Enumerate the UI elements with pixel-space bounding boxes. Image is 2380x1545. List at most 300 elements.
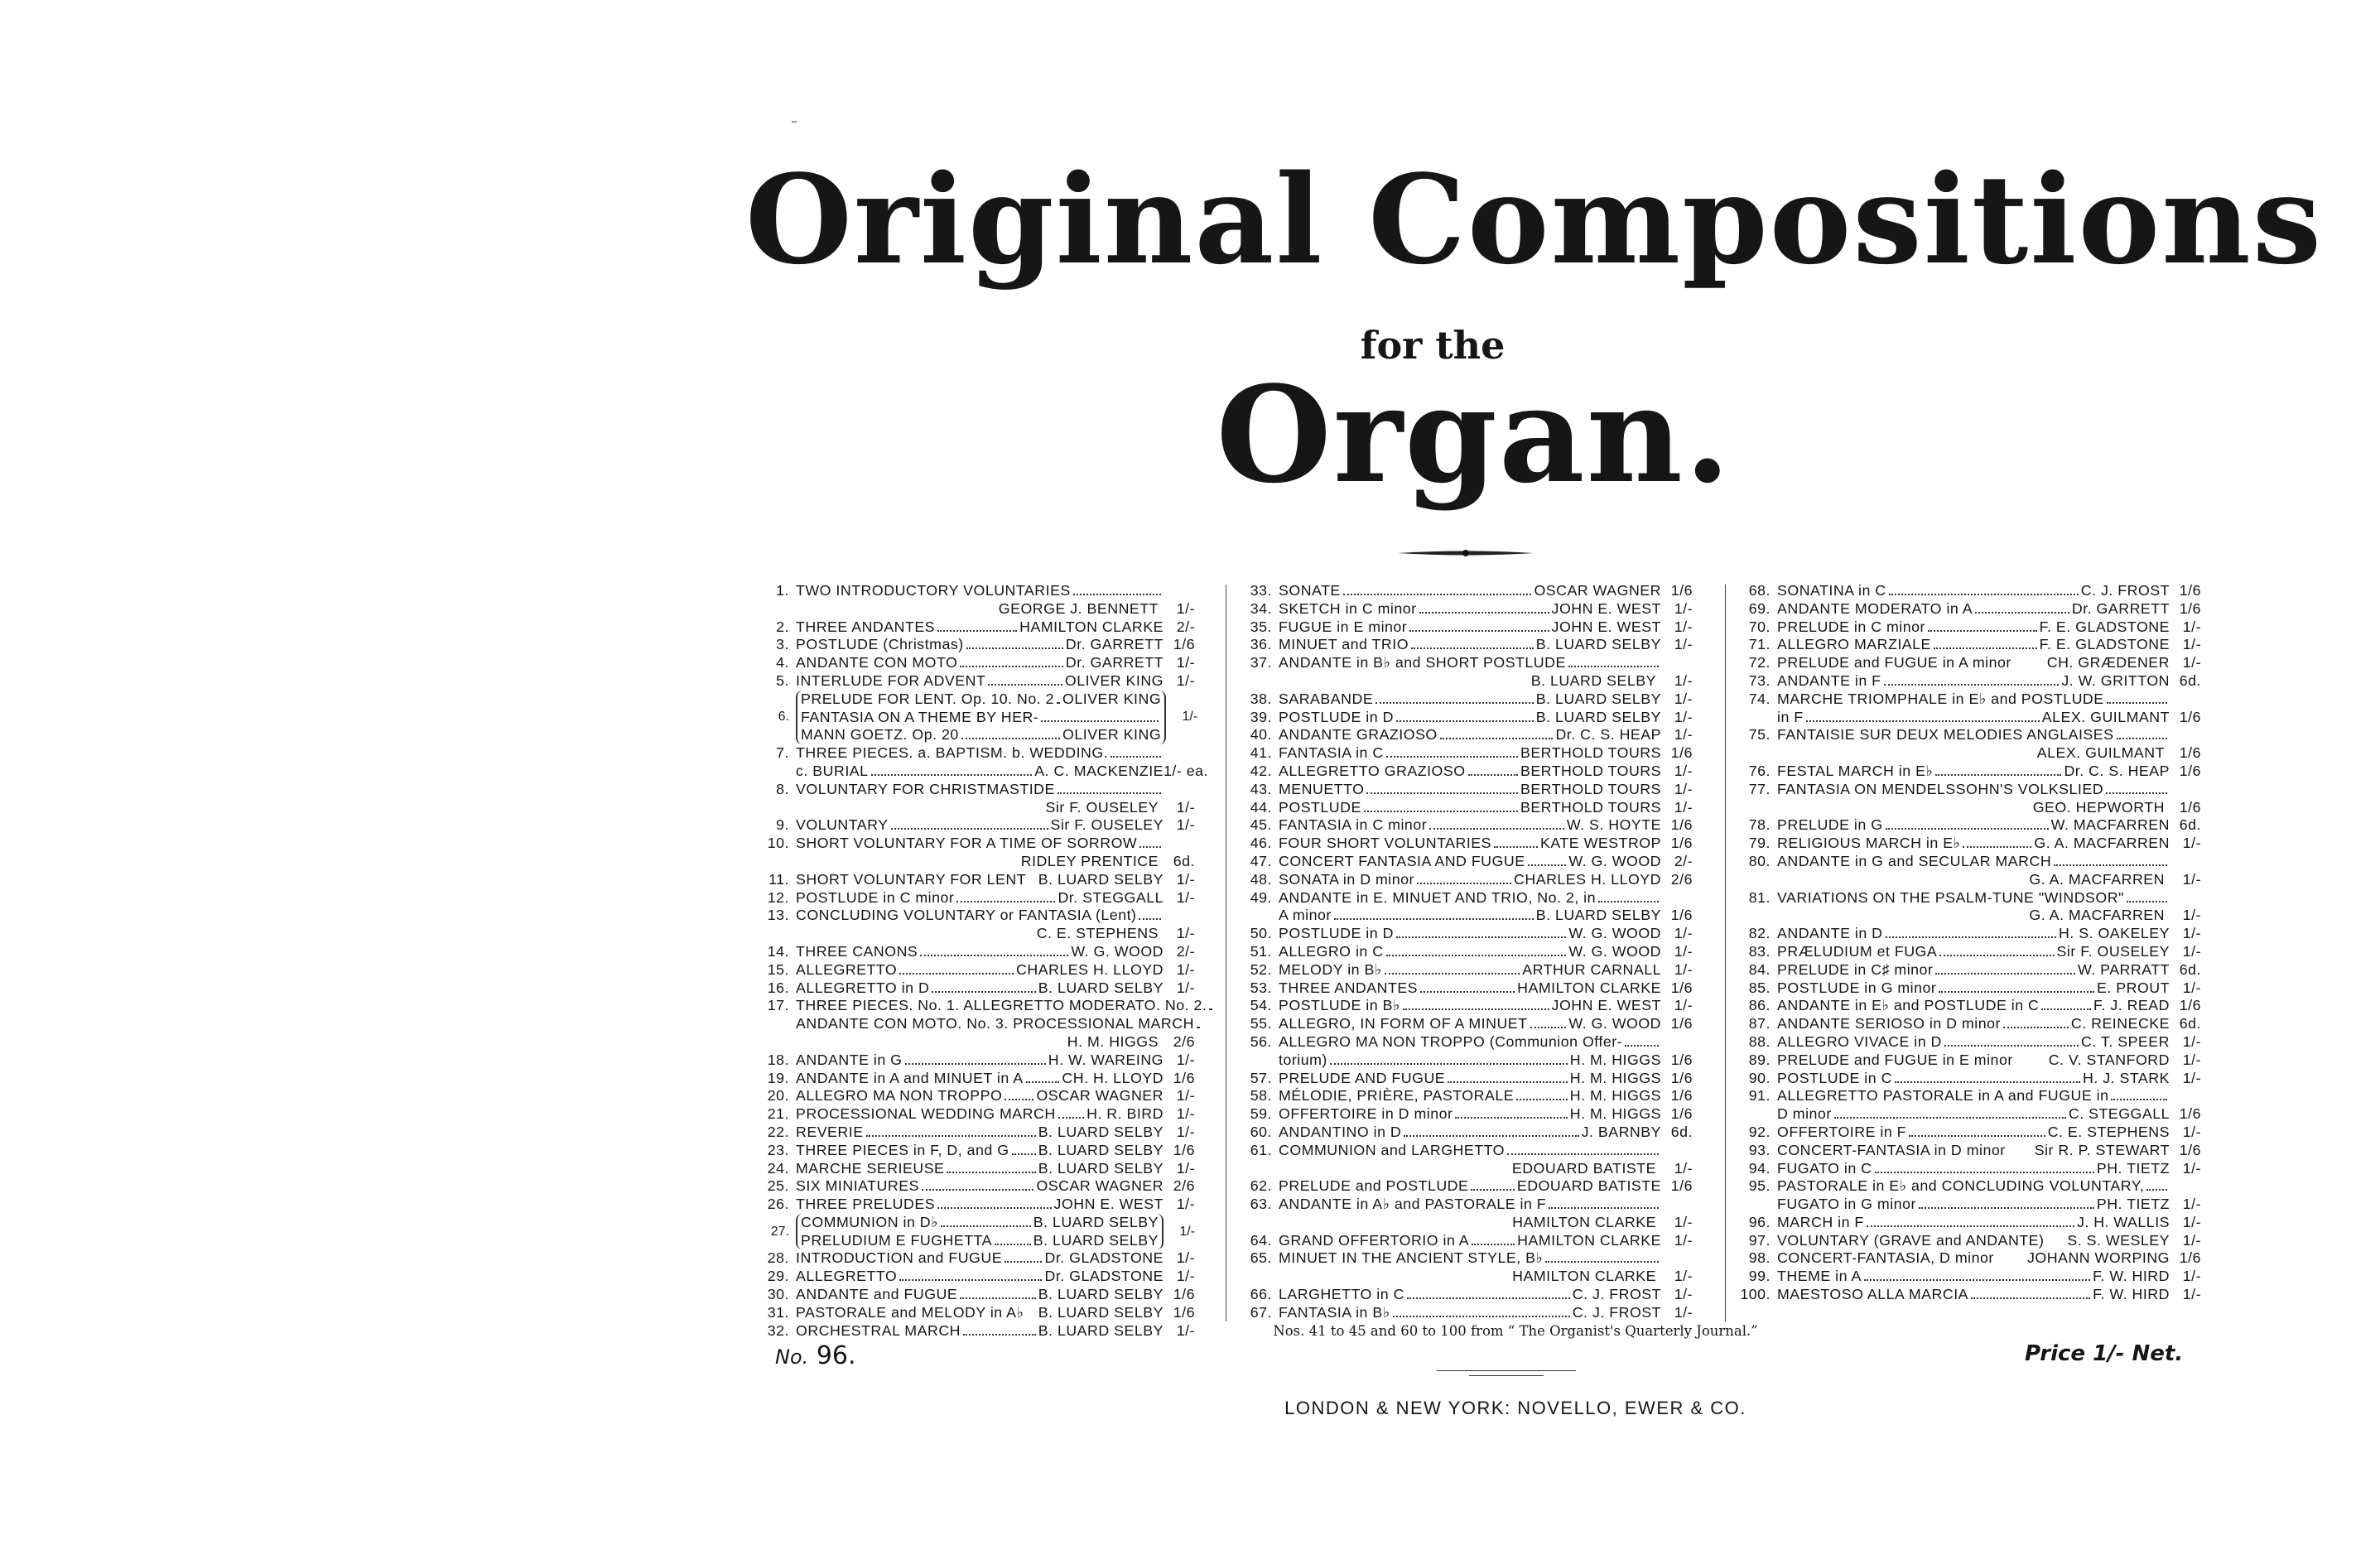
leader-dots: [1419, 612, 1549, 614]
subtitle-for-the: for the: [1360, 323, 1506, 368]
catalog-entry: [756, 997, 1207, 1015]
leader-dots: [963, 1334, 1036, 1336]
entry-price: 1/6: [1670, 816, 1693, 834]
entry-composer: JOHN E. WEST: [1053, 1196, 1164, 1213]
entry-price: 2/-: [1176, 618, 1195, 635]
entry-composer: Dr. GLADSTONE: [1044, 1268, 1164, 1285]
entry-price: 1/6: [1670, 835, 1693, 852]
entry-composer: B. LUARD SELBY: [1535, 907, 1661, 924]
catalog-entry: [1737, 1196, 2201, 1214]
leader-dots: [1886, 936, 2056, 938]
entry-title: CONCLUDING VOLUNTARY or FANTASIA (Lent): [796, 907, 1137, 924]
entry-price: 1/-: [1674, 708, 1693, 725]
catalog-entry: [756, 835, 1195, 853]
catalog-entry: [1239, 1249, 1693, 1268]
entry-price: 1/-: [1176, 1196, 1195, 1213]
entry-number: 38.: [1250, 690, 1272, 707]
leader-dots: [1528, 864, 1567, 866]
entry-composer: G. A. MACFARREN: [2034, 835, 2170, 852]
entry-title: MARCHE TRIOMPHALE in E♭ and POSTLUDE: [1777, 690, 2104, 707]
entry-title: INTERLUDE FOR ADVENT: [796, 671, 986, 689]
entry-composer: B. LUARD SELBY: [1535, 636, 1661, 653]
entry-price: 1/-: [1674, 960, 1693, 978]
leader-dots: [1935, 774, 2061, 776]
leader-dots: [1058, 792, 1161, 794]
leader-dots: [1455, 1117, 1567, 1119]
entry-composer: B. LUARD SELBY: [1033, 1213, 1159, 1230]
ornament-divider: [1398, 548, 1534, 558]
entry-title: ALLEGRO MA NON TROPPO (Communion Offer-: [1279, 1032, 1623, 1050]
catalog-entry: [1737, 1087, 2201, 1105]
catalog-entry: [1239, 636, 1693, 654]
entry-number: 19.: [767, 1069, 789, 1086]
entry-number: 39.: [1250, 708, 1272, 725]
entry-price: 1/-: [2182, 907, 2201, 924]
entry-number: 40.: [1250, 726, 1272, 744]
catalog-entry: [756, 943, 1195, 961]
entry-number: 79.: [1748, 835, 1771, 852]
entry-number: 83.: [1748, 942, 1771, 960]
catalog-entry: [1737, 1177, 2201, 1196]
entry-number: 67.: [1250, 1303, 1272, 1321]
entry-composer: B. LUARD SELBY: [1530, 671, 1656, 689]
entry-number: 9.: [776, 816, 789, 834]
entry-composer: W. G. WOOD: [1568, 925, 1661, 942]
catalog-entry: [1737, 1214, 2201, 1232]
catalog-entry: [756, 1268, 1195, 1286]
catalog-entry: [1239, 925, 1693, 943]
entry-title: INTRODUCTION and FUGUE: [796, 1249, 1003, 1267]
entry-number: 66.: [1250, 1286, 1272, 1303]
entry-price: 1/-: [1674, 726, 1693, 744]
entry-composer: H. R. BIRD: [1086, 1105, 1164, 1123]
catalog-entry: [1239, 1033, 1693, 1052]
leader-dots: [1507, 1153, 1659, 1155]
leader-dots: [922, 1189, 1034, 1191]
entry-title: THREE PIECES. a. BAPTISM. b. WEDDING.: [796, 744, 1109, 762]
entry-price: 1/6: [1670, 1177, 1693, 1195]
entry-number: 88.: [1748, 1032, 1771, 1050]
entry-price: 1/-: [2182, 979, 2201, 996]
entry-composer: Dr. C. S. HEAP: [1555, 726, 1661, 744]
entry-number: 5.: [776, 671, 789, 689]
entry-price: 1/-: [1674, 636, 1693, 653]
entry-price: 2/-: [1674, 852, 1693, 869]
entry-price: 1/-: [1176, 979, 1195, 996]
title-organ: Organ.: [1216, 357, 1732, 513]
entry-composer: BERTHOLD TOURS: [1520, 780, 1661, 797]
leader-dots: [995, 1244, 1031, 1245]
leader-dots: [1875, 1172, 2094, 1173]
entry-price: 1/-: [1176, 925, 1195, 942]
entry-price: 1/6: [1670, 1015, 1693, 1032]
leader-dots: [1549, 1207, 1659, 1209]
leader-dots: [1939, 991, 2094, 993]
entry-composer: F. E. GLADSTONE: [2039, 618, 2170, 635]
entry-price: 1/6: [1670, 1087, 1693, 1105]
catalog-entry: [756, 871, 1195, 889]
leader-dots: [1963, 846, 2031, 848]
leader-dots: [2106, 792, 2167, 794]
entry-price: 1/6: [2179, 997, 2201, 1014]
entry-composer: Dr. C. S. HEAP: [2064, 762, 2170, 779]
leader-dots: [2054, 864, 2167, 866]
entry-composer: G. A. MACFARREN: [2029, 907, 2165, 924]
entry-price: 1/6: [1173, 1303, 1195, 1321]
leader-dots: [1420, 991, 1515, 993]
entry-number: 68.: [1748, 582, 1771, 599]
entry-number: 95.: [1748, 1177, 1771, 1195]
entry-price: 1/6: [2179, 599, 2201, 617]
entry-title: PRELUDE and POSTLUDE: [1279, 1177, 1469, 1195]
entry-price: 1/-: [1674, 618, 1693, 635]
entry-price: 6d.: [2179, 1015, 2201, 1032]
entry-number: 36.: [1250, 636, 1272, 653]
entry-title: ORCHESTRAL MARCH: [796, 1321, 961, 1339]
entry-price: 1/6: [1670, 744, 1693, 762]
entry-price: 1/-: [1176, 1123, 1195, 1140]
catalog-number-prefix: No.: [775, 1345, 809, 1369]
catalog-entry: [1737, 1124, 2201, 1142]
leader-dots: [1889, 594, 2079, 595]
entry-title: CONCERT-FANTASIA in D minor: [1777, 1141, 2006, 1158]
entry-number: 63.: [1250, 1196, 1272, 1213]
stray-mark: [792, 121, 797, 123]
entry-composer: CH. H. LLOYD: [1062, 1069, 1164, 1086]
entry-composer: A. C. MACKENZIE: [1034, 762, 1164, 779]
leader-dots: [961, 738, 1060, 739]
entry-price: 1/6: [2179, 1105, 2201, 1123]
entry-number: 41.: [1250, 744, 1272, 762]
catalog-entry: [1239, 744, 1693, 763]
entry-title: in F: [1777, 708, 1804, 725]
catalog-entry: [1737, 691, 2201, 709]
entry-title: POSTLUDE in D: [1279, 925, 1394, 942]
entry-composer: H. M. HIGGS: [1569, 1105, 1661, 1123]
entry-number: 64.: [1250, 1231, 1272, 1249]
leader-dots: [1012, 1153, 1036, 1155]
entry-number: 23.: [767, 1141, 789, 1158]
entry-price: 1/-: [1176, 816, 1195, 834]
entry-composer: JOHN E. WEST: [1551, 997, 1661, 1014]
entry-title: COMMUNION and LARGHETTO: [1279, 1141, 1505, 1158]
entry-composer: B. LUARD SELBY: [1038, 870, 1164, 888]
entry-composer: W. G. WOOD: [1568, 942, 1661, 960]
leader-dots: [1895, 1081, 2080, 1083]
entry-title: ALLEGRETTO PASTORALE in A and FUGUE in: [1777, 1087, 2109, 1105]
entry-number: 50.: [1250, 925, 1272, 942]
leader-dots: [1429, 828, 1564, 830]
catalog-entry: [756, 1304, 1195, 1322]
entry-title: THREE PRELUDES: [796, 1196, 936, 1213]
leader-dots: [1944, 1045, 2079, 1047]
catalog-entry: [756, 1105, 1195, 1124]
catalog-entry: [1239, 997, 1693, 1015]
catalog-entry: [1737, 979, 2201, 998]
entry-price: 2/-: [1176, 942, 1195, 960]
entry-title: ALLEGRETTO GRAZIOSO: [1279, 762, 1466, 779]
entry-composer: KATE WESTROP: [1540, 835, 1661, 852]
entry-price: 1/6: [1670, 979, 1693, 996]
leader-dots: [941, 1225, 1031, 1227]
leader-dots: [1005, 1099, 1033, 1100]
leader-dots: [1806, 720, 2040, 722]
leader-dots: [2127, 901, 2167, 902]
entry-line: [801, 1232, 1159, 1250]
entry-price: 1/-: [1179, 1224, 1195, 1239]
entry-composer: B. LUARD SELBY: [1038, 1159, 1164, 1177]
rule-bottom: [1469, 1375, 1544, 1376]
catalog-entry: [1737, 600, 2201, 618]
entry-title: OFFERTOIRE in F: [1777, 1123, 1907, 1140]
entry-composer: C. J. FROST: [1572, 1286, 1661, 1303]
leader-dots: [2107, 702, 2167, 704]
leader-dots: [947, 1172, 1035, 1173]
leader-dots: [1139, 918, 1161, 920]
leader-dots: [1026, 1081, 1060, 1083]
entry-title: FANTASIA in B♭: [1279, 1303, 1390, 1321]
catalog-entry: [756, 1286, 1195, 1304]
entry-price: 1/-: [1176, 599, 1195, 617]
catalog-entry: [756, 781, 1195, 799]
entry-price: 1/6: [1670, 1069, 1693, 1086]
entry-composer: F. W. HIRD: [2093, 1286, 2170, 1303]
catalog-entry: [1239, 961, 1693, 979]
catalog-entry: [756, 1015, 1195, 1033]
entry-price: 1/-: [2182, 1051, 2201, 1068]
entry-number: 45.: [1250, 816, 1272, 834]
entry-number: 20.: [767, 1087, 789, 1105]
entry-number: 2.: [776, 618, 789, 635]
entry-composer: OLIVER KING: [1064, 671, 1164, 689]
entry-composer-line: [756, 600, 1195, 618]
entry-number: 60.: [1250, 1123, 1272, 1140]
entry-title: MENUETTO: [1279, 780, 1365, 797]
entry-composer: PH. TIETZ: [2096, 1159, 2170, 1177]
entry-number: 8.: [776, 780, 789, 797]
catalog-entry: [1737, 1105, 2201, 1124]
entry-price: 1/6: [1173, 1069, 1195, 1086]
leader-dots: [1935, 973, 2075, 975]
entry-title: SHORT VOLUNTARY FOR A TIME OF SORROW: [796, 835, 1138, 852]
catalog-entry: [1239, 582, 1693, 600]
entry-title: PRELUDE in G: [1777, 816, 1883, 834]
entry-title: ANDANTE in G: [796, 1051, 903, 1068]
catalog-entry: [1239, 907, 1693, 925]
leader-dots: [891, 828, 1048, 830]
leader-dots: [1396, 720, 1534, 722]
entry-title: MINUET and TRIO: [1279, 636, 1409, 653]
entry-title: THREE ANDANTES: [1279, 979, 1419, 996]
entry-number: 90.: [1748, 1069, 1771, 1086]
leader-dots: [960, 1297, 1035, 1299]
entry-title: POSTLUDE: [1279, 798, 1361, 816]
catalog-entry: [1737, 943, 2201, 961]
entry-number: 76.: [1748, 762, 1771, 779]
leader-dots: [988, 684, 1062, 686]
entry-number: 43.: [1250, 780, 1272, 797]
entry-price: 1/6: [2179, 798, 2201, 816]
entry-number: 69.: [1748, 599, 1771, 617]
entry-price: 6d.: [1173, 852, 1195, 869]
leader-dots: [1598, 901, 1659, 902]
entry-number: 57.: [1250, 1069, 1272, 1086]
entry-number: 49.: [1250, 888, 1272, 906]
entry-number: 85.: [1748, 979, 1771, 996]
entry-title: FANTAISIE SUR DEUX MELODIES ANGLAISES: [1777, 726, 2114, 744]
entry-line: [801, 1214, 1159, 1232]
entry-number: 54.: [1250, 997, 1272, 1014]
entry-number: 72.: [1748, 654, 1771, 671]
entry-price: 1/-: [1182, 710, 1198, 724]
entry-price: 1/-: [2182, 925, 2201, 942]
leader-dots: [1366, 792, 1518, 794]
entry-composer: H. M. HIGGS: [1569, 1069, 1661, 1086]
entry-composer: C. T. SPEER: [2081, 1032, 2170, 1050]
entry-title: FESTAL MARCH in E♭: [1777, 762, 1934, 779]
leader-dots: [1939, 955, 2054, 956]
entry-number: 35.: [1250, 618, 1272, 635]
catalog-entry: [756, 1249, 1195, 1268]
entry-title: A minor: [1279, 907, 1332, 924]
entry-title: ANDANTE in A♭ and PASTORALE in F: [1279, 1196, 1547, 1213]
entry-title: ALLEGRO in C: [1279, 942, 1384, 960]
entry-composer: Dr. GARRETT: [1065, 636, 1164, 653]
catalog-entry: [756, 1052, 1195, 1070]
entry-price: 1/-: [1674, 599, 1693, 617]
entry-composer: OSCAR WAGNER: [1534, 582, 1661, 599]
leader-dots: [1909, 1135, 2045, 1137]
catalog-entry: [1239, 1105, 1693, 1124]
catalog-entry: [1737, 835, 2201, 853]
leader-dots: [2041, 1008, 2091, 1010]
leader-dots: [937, 1207, 1051, 1209]
entry-title: GRAND OFFERTORIO in A: [1279, 1231, 1470, 1249]
entry-group-items: [796, 691, 1166, 744]
entry-title: SONATINA in C: [1777, 582, 1886, 599]
entry-number: 97.: [1748, 1231, 1771, 1249]
entry-number: 25.: [767, 1177, 789, 1195]
catalog-entry: [756, 762, 1208, 781]
entry-title: PRELUDE and FUGUE in E minor: [1777, 1051, 2013, 1068]
entry-composer: HAMILTON CLARKE: [1517, 979, 1661, 996]
entry-title: SONATE: [1279, 582, 1341, 599]
entry-price: 1/-: [2182, 1196, 2201, 1213]
leader-dots: [1057, 702, 1060, 704]
entry-number: 93.: [1748, 1141, 1771, 1158]
entry-price: 1/6: [1173, 636, 1195, 653]
leader-dots: [1330, 1063, 1568, 1065]
entry-title: ANDANTE GRAZIOSO: [1279, 726, 1438, 744]
leader-dots: [1934, 647, 2037, 649]
entry-title: REVERIE: [796, 1123, 864, 1140]
entry-composer: B. LUARD SELBY: [1033, 1231, 1159, 1249]
entry-price: 1/-: [1176, 1159, 1195, 1177]
leader-dots: [956, 901, 1055, 902]
entry-title: MARCH in F: [1777, 1213, 1864, 1230]
entry-title: ALLEGRETTO: [796, 960, 898, 978]
entry-number: 14.: [767, 942, 789, 960]
entry-title: POSTLUDE in G minor: [1777, 979, 1937, 996]
entry-composer: OLIVER KING: [1062, 690, 1162, 707]
entry-number: 59.: [1250, 1105, 1272, 1123]
entry-composer-line: [756, 853, 1195, 871]
entry-price: 1/-: [2182, 942, 2201, 960]
entry-number: 52.: [1250, 960, 1272, 978]
column-divider-2: [1725, 585, 1726, 1321]
entry-title: FANTASIA ON A THEME BY HER-: [801, 708, 1039, 725]
entry-number: 10.: [767, 835, 789, 852]
catalog-column-3: [1737, 582, 2201, 1304]
catalog-entry: [1239, 654, 1693, 672]
entry-composer: W. G. WOOD: [1568, 852, 1661, 869]
entry-price: 1/-: [1674, 762, 1693, 779]
leader-dots: [1448, 1081, 1568, 1083]
leader-dots: [960, 666, 1063, 667]
leader-dots: [1919, 1207, 2094, 1209]
entry-price: 1/-: [2182, 870, 2201, 888]
catalog-entry: [1239, 943, 1693, 961]
entry-title: POSTLUDE in C minor: [796, 888, 955, 906]
entry-title: PRÆLUDIUM et FUGA: [1777, 942, 1938, 960]
entry-composer: Sir F. OUSELEY: [2056, 942, 2170, 960]
entry-composer: BERTHOLD TOURS: [1520, 762, 1661, 779]
entry-composer: H. W. WAREING: [1048, 1051, 1164, 1068]
entry-composer: Dr. STEGGALL: [1058, 888, 1164, 906]
entry-composer-line: [756, 799, 1195, 817]
entry-title: ANDANTE in G and SECULAR MARCH: [1777, 852, 2052, 869]
entry-price: 1/-: [1176, 1268, 1195, 1285]
entry-price: 1/-: [1674, 798, 1693, 816]
catalog-entry: [1737, 654, 2201, 672]
entry-number: 58.: [1250, 1087, 1272, 1105]
entry-title: ANDANTE in E♭ and POSTLUDE in C: [1777, 997, 2040, 1014]
entry-number: 7.: [776, 744, 789, 762]
entry-composer: OLIVER KING: [1062, 726, 1162, 744]
entry-price: 1/-: [1176, 888, 1195, 906]
catalog-entry: [756, 1196, 1195, 1214]
leader-dots: [1472, 1244, 1515, 1245]
entry-price: 1/6: [1670, 1051, 1693, 1068]
entry-composer: C. V. STANFORD: [2048, 1051, 2170, 1068]
entry-number: 78.: [1748, 816, 1771, 834]
leader-dots: [1834, 1117, 2066, 1119]
entry-composer: Sir R. P. STEWART: [2034, 1141, 2170, 1158]
leader-dots: [871, 774, 1033, 776]
entry-number: 42.: [1250, 762, 1272, 779]
entry-title: PRELUDIUM E FUGHETTA: [801, 1231, 992, 1249]
leader-dots: [1411, 647, 1534, 649]
leader-dots: [1073, 594, 1161, 595]
entry-price: 1/-: [2182, 1231, 2201, 1249]
catalog-entry: [756, 979, 1195, 998]
leader-dots: [1403, 1008, 1549, 1010]
entry-title: POSTLUDE in C: [1777, 1069, 1892, 1086]
entry-number: 29.: [767, 1268, 789, 1285]
entry-number: 26.: [767, 1196, 789, 1213]
catalog-entry: [1737, 816, 2201, 835]
leader-dots: [2117, 738, 2168, 739]
catalog-entry: [1239, 691, 1693, 709]
entry-number: 12.: [767, 888, 789, 906]
entry-title: FANTASIA in C minor: [1279, 816, 1428, 834]
entry-title: COMMUNION in D♭: [801, 1213, 939, 1230]
entry-composer: EDOUARD BATISTE: [1516, 1177, 1661, 1195]
entry-composer-line: [756, 925, 1195, 943]
entry-group-items: [796, 1214, 1164, 1250]
entry-title: MARCHE SERIEUSE: [796, 1159, 945, 1177]
entry-number: 55.: [1250, 1015, 1272, 1032]
